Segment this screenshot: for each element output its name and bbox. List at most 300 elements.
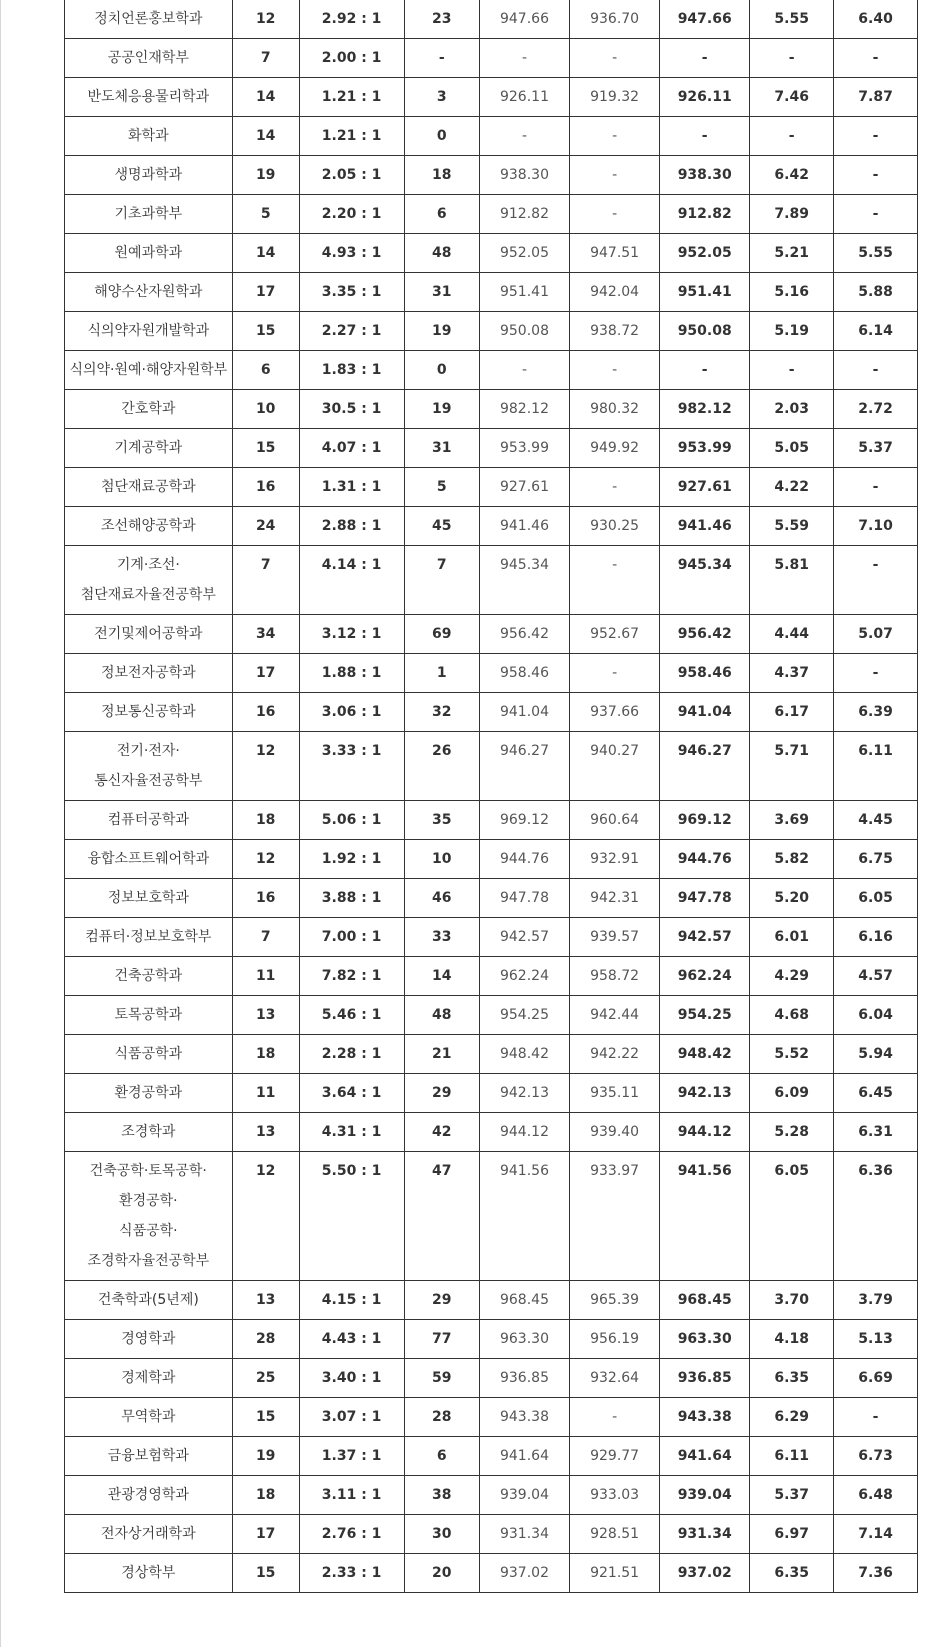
cell-score-low: 956.19 [570, 1320, 660, 1359]
cell-score-converted: 948.42 [660, 1035, 750, 1074]
cell-score-high: 936.85 [479, 1359, 569, 1398]
cell-competition-ratio: 4.14 : 1 [299, 546, 404, 615]
cell-reserve-rank: 77 [404, 1320, 479, 1359]
cell-grade-avg: 7.46 [750, 78, 834, 117]
cell-competition-ratio: 2.88 : 1 [299, 507, 404, 546]
cell-score-converted: 945.34 [660, 546, 750, 615]
table-row [65, 1035, 918, 1074]
cell-quota: 5 [232, 195, 299, 234]
cell-score-high: 941.04 [479, 693, 569, 732]
cell-grade-cut: 4.45 [834, 801, 918, 840]
cell-department: 공공인재학부 [65, 39, 233, 78]
cell-quota: 19 [232, 1437, 299, 1476]
cell-quota: 12 [232, 732, 299, 801]
cell-quota: 12 [232, 840, 299, 879]
cell-quota: 16 [232, 693, 299, 732]
cell-competition-ratio: 3.12 : 1 [299, 615, 404, 654]
cell-quota: 11 [232, 957, 299, 996]
cell-department: 생명과학과 [65, 156, 233, 195]
cell-grade-avg: 5.52 [750, 1035, 834, 1074]
cell-competition-ratio: 4.43 : 1 [299, 1320, 404, 1359]
cell-quota: 15 [232, 429, 299, 468]
cell-score-high: 950.08 [479, 312, 569, 351]
cell-grade-avg: 5.59 [750, 507, 834, 546]
cell-department: 정보보호학과 [65, 879, 233, 918]
cell-quota: 12 [232, 0, 299, 39]
cell-grade-avg: 4.18 [750, 1320, 834, 1359]
cell-grade-cut: 7.10 [834, 507, 918, 546]
cell-quota: 19 [232, 156, 299, 195]
cell-score-high: 944.76 [479, 840, 569, 879]
cell-score-converted: 947.66 [660, 0, 750, 39]
cell-grade-avg: 7.89 [750, 195, 834, 234]
table-row [65, 234, 918, 273]
cell-score-high: 941.46 [479, 507, 569, 546]
cell-competition-ratio: 1.21 : 1 [299, 117, 404, 156]
cell-grade-avg: 5.28 [750, 1113, 834, 1152]
cell-score-low: 938.72 [570, 312, 660, 351]
cell-competition-ratio: 3.06 : 1 [299, 693, 404, 732]
cell-grade-avg: 4.68 [750, 996, 834, 1035]
cell-grade-avg: 2.03 [750, 390, 834, 429]
table-row [65, 156, 918, 195]
cell-quota: 14 [232, 117, 299, 156]
cell-quota: 15 [232, 1398, 299, 1437]
cell-grade-cut: 2.72 [834, 390, 918, 429]
cell-score-converted: 941.64 [660, 1437, 750, 1476]
cell-score-converted: 963.30 [660, 1320, 750, 1359]
cell-grade-avg: 4.22 [750, 468, 834, 507]
cell-department: 식의약자원개발학과 [65, 312, 233, 351]
cell-score-high: 958.46 [479, 654, 569, 693]
cell-department: 컴퓨터공학과 [65, 801, 233, 840]
cell-score-low: 919.32 [570, 78, 660, 117]
cell-score-high: 942.57 [479, 918, 569, 957]
cell-score-high: 927.61 [479, 468, 569, 507]
table-row [65, 390, 918, 429]
cell-reserve-rank: 14 [404, 957, 479, 996]
cell-quota: 18 [232, 1035, 299, 1074]
cell-score-low: 933.03 [570, 1476, 660, 1515]
cell-score-high: - [479, 39, 569, 78]
cell-department: 정보통신공학과 [65, 693, 233, 732]
table-row [65, 351, 918, 390]
cell-score-converted: 956.42 [660, 615, 750, 654]
cell-score-high: 912.82 [479, 195, 569, 234]
cell-score-low: 937.66 [570, 693, 660, 732]
cell-reserve-rank: 33 [404, 918, 479, 957]
cell-grade-cut: 7.87 [834, 78, 918, 117]
cell-score-low: - [570, 1398, 660, 1437]
cell-grade-avg: 5.71 [750, 732, 834, 801]
cell-score-converted: 941.56 [660, 1152, 750, 1281]
cell-competition-ratio: 2.05 : 1 [299, 156, 404, 195]
table-row [65, 1515, 918, 1554]
cell-grade-cut: 5.07 [834, 615, 918, 654]
cell-grade-avg: 4.29 [750, 957, 834, 996]
cell-quota: 18 [232, 801, 299, 840]
table-row [65, 117, 918, 156]
cell-score-low: 936.70 [570, 0, 660, 39]
cell-reserve-rank: 3 [404, 78, 479, 117]
cell-department: 건축학과(5년제) [65, 1281, 233, 1320]
cell-quota: 15 [232, 312, 299, 351]
cell-grade-avg: - [750, 117, 834, 156]
cell-grade-avg: 3.70 [750, 1281, 834, 1320]
cell-score-low: 940.27 [570, 732, 660, 801]
table-row [65, 1281, 918, 1320]
cell-department: 기계공학과 [65, 429, 233, 468]
cell-score-low: 942.04 [570, 273, 660, 312]
cell-reserve-rank: 7 [404, 546, 479, 615]
cell-grade-cut: 3.79 [834, 1281, 918, 1320]
cell-department: 전자상거래학과 [65, 1515, 233, 1554]
cell-reserve-rank: 31 [404, 273, 479, 312]
cell-grade-cut: 5.13 [834, 1320, 918, 1359]
cell-reserve-rank: 0 [404, 351, 479, 390]
cell-score-low: 930.25 [570, 507, 660, 546]
cell-grade-avg: 3.69 [750, 801, 834, 840]
cell-department: 무역학과 [65, 1398, 233, 1437]
cell-competition-ratio: 1.31 : 1 [299, 468, 404, 507]
cell-score-high: 962.24 [479, 957, 569, 996]
cell-grade-cut: 5.94 [834, 1035, 918, 1074]
cell-score-converted: 937.02 [660, 1554, 750, 1593]
cell-quota: 7 [232, 39, 299, 78]
cell-department: 조경학과 [65, 1113, 233, 1152]
cell-score-high: - [479, 351, 569, 390]
cell-grade-avg: 4.37 [750, 654, 834, 693]
table-body [65, 0, 918, 1593]
cell-competition-ratio: 1.83 : 1 [299, 351, 404, 390]
table-row [65, 429, 918, 468]
cell-grade-cut: - [834, 39, 918, 78]
table-row [65, 840, 918, 879]
cell-reserve-rank: 38 [404, 1476, 479, 1515]
cell-score-high: 963.30 [479, 1320, 569, 1359]
table-row [65, 1398, 918, 1437]
table-row [65, 0, 918, 39]
cell-grade-avg: 5.20 [750, 879, 834, 918]
cell-score-high: 968.45 [479, 1281, 569, 1320]
cell-grade-cut: - [834, 117, 918, 156]
cell-department: 관광경영학과 [65, 1476, 233, 1515]
cell-reserve-rank: 28 [404, 1398, 479, 1437]
cell-competition-ratio: 1.88 : 1 [299, 654, 404, 693]
cell-score-converted: - [660, 351, 750, 390]
cell-grade-avg: 6.35 [750, 1359, 834, 1398]
cell-score-high: 942.13 [479, 1074, 569, 1113]
cell-department: 원예과학과 [65, 234, 233, 273]
cell-reserve-rank: 48 [404, 996, 479, 1035]
cell-score-converted: - [660, 39, 750, 78]
cell-grade-avg: 6.29 [750, 1398, 834, 1437]
cell-department: 건축공학과 [65, 957, 233, 996]
cell-grade-cut: 6.11 [834, 732, 918, 801]
cell-grade-cut: 6.48 [834, 1476, 918, 1515]
cell-quota: 34 [232, 615, 299, 654]
cell-competition-ratio: 2.28 : 1 [299, 1035, 404, 1074]
cell-score-low: 942.31 [570, 879, 660, 918]
cell-quota: 10 [232, 390, 299, 429]
cell-competition-ratio: 3.88 : 1 [299, 879, 404, 918]
cell-grade-cut: 6.36 [834, 1152, 918, 1281]
cell-score-converted: 952.05 [660, 234, 750, 273]
cell-score-converted: 943.38 [660, 1398, 750, 1437]
cell-competition-ratio: 3.64 : 1 [299, 1074, 404, 1113]
cell-competition-ratio: 7.82 : 1 [299, 957, 404, 996]
cell-score-low: 939.40 [570, 1113, 660, 1152]
cell-grade-cut: 6.16 [834, 918, 918, 957]
cell-quota: 13 [232, 1113, 299, 1152]
cell-score-converted: 944.76 [660, 840, 750, 879]
table-row [65, 693, 918, 732]
cell-department: 컴퓨터·정보보호학부 [65, 918, 233, 957]
cell-grade-cut: 6.39 [834, 693, 918, 732]
cell-grade-cut: 7.14 [834, 1515, 918, 1554]
cell-score-high: 946.27 [479, 732, 569, 801]
cell-score-converted: 941.04 [660, 693, 750, 732]
cell-grade-avg: 5.16 [750, 273, 834, 312]
cell-score-converted: 936.85 [660, 1359, 750, 1398]
cell-department: 첨단재료공학과 [65, 468, 233, 507]
cell-reserve-rank: 32 [404, 693, 479, 732]
cell-grade-cut: - [834, 654, 918, 693]
cell-quota: 17 [232, 654, 299, 693]
cell-grade-avg: 6.11 [750, 1437, 834, 1476]
cell-department: 식의약·원예·해양자원학부 [65, 351, 233, 390]
cell-score-high: 944.12 [479, 1113, 569, 1152]
cell-reserve-rank: 30 [404, 1515, 479, 1554]
cell-score-high: 953.99 [479, 429, 569, 468]
cell-department: 전기및제어공학과 [65, 615, 233, 654]
cell-score-low: 939.57 [570, 918, 660, 957]
cell-competition-ratio: 4.31 : 1 [299, 1113, 404, 1152]
cell-score-low: 960.64 [570, 801, 660, 840]
cell-grade-cut: 6.05 [834, 879, 918, 918]
cell-grade-avg: 5.81 [750, 546, 834, 615]
cell-score-low: 932.64 [570, 1359, 660, 1398]
cell-score-converted: 969.12 [660, 801, 750, 840]
cell-score-low: 932.91 [570, 840, 660, 879]
cell-score-high: 931.34 [479, 1515, 569, 1554]
cell-department: 금융보험학과 [65, 1437, 233, 1476]
cell-score-high: - [479, 117, 569, 156]
cell-competition-ratio: 5.06 : 1 [299, 801, 404, 840]
table-row [65, 996, 918, 1035]
table-row [65, 957, 918, 996]
cell-competition-ratio: 1.37 : 1 [299, 1437, 404, 1476]
cell-reserve-rank: 5 [404, 468, 479, 507]
cell-score-converted: 962.24 [660, 957, 750, 996]
cell-grade-cut: 5.37 [834, 429, 918, 468]
cell-score-high: 937.02 [479, 1554, 569, 1593]
cell-reserve-rank: 46 [404, 879, 479, 918]
cell-grade-cut: - [834, 468, 918, 507]
cell-grade-avg: - [750, 351, 834, 390]
cell-quota: 16 [232, 468, 299, 507]
table-row [65, 615, 918, 654]
cell-reserve-rank: 48 [404, 234, 479, 273]
cell-reserve-rank: 6 [404, 1437, 479, 1476]
table-row [65, 1359, 918, 1398]
cell-competition-ratio: 5.46 : 1 [299, 996, 404, 1035]
cell-quota: 12 [232, 1152, 299, 1281]
cell-score-low: 947.51 [570, 234, 660, 273]
cell-reserve-rank: 20 [404, 1554, 479, 1593]
cell-reserve-rank: 10 [404, 840, 479, 879]
cell-department: 전기·전자·통신자율전공학부 [65, 732, 233, 801]
cell-reserve-rank: 26 [404, 732, 479, 801]
cell-score-low: - [570, 546, 660, 615]
cell-grade-avg: 6.09 [750, 1074, 834, 1113]
cell-quota: 17 [232, 273, 299, 312]
cell-score-converted: 958.46 [660, 654, 750, 693]
cell-reserve-rank: 29 [404, 1281, 479, 1320]
cell-quota: 7 [232, 918, 299, 957]
table-row [65, 39, 918, 78]
cell-department: 토목공학과 [65, 996, 233, 1035]
cell-competition-ratio: 7.00 : 1 [299, 918, 404, 957]
cell-quota: 7 [232, 546, 299, 615]
cell-reserve-rank: 47 [404, 1152, 479, 1281]
cell-department: 간호학과 [65, 390, 233, 429]
cell-grade-avg: 5.82 [750, 840, 834, 879]
cell-competition-ratio: 1.92 : 1 [299, 840, 404, 879]
cell-grade-cut: - [834, 156, 918, 195]
cell-score-low: 929.77 [570, 1437, 660, 1476]
cell-score-low: 952.67 [570, 615, 660, 654]
cell-department: 정보전자공학과 [65, 654, 233, 693]
cell-grade-cut: - [834, 195, 918, 234]
cell-competition-ratio: 3.33 : 1 [299, 732, 404, 801]
cell-reserve-rank: 29 [404, 1074, 479, 1113]
cell-quota: 6 [232, 351, 299, 390]
cell-score-low: 949.92 [570, 429, 660, 468]
cell-grade-avg: 5.19 [750, 312, 834, 351]
table-row [65, 546, 918, 615]
cell-score-low: 958.72 [570, 957, 660, 996]
cell-grade-avg: 5.21 [750, 234, 834, 273]
cell-competition-ratio: 1.21 : 1 [299, 78, 404, 117]
cell-score-low: 928.51 [570, 1515, 660, 1554]
cell-reserve-rank: - [404, 39, 479, 78]
cell-reserve-rank: 23 [404, 0, 479, 39]
cell-grade-cut: 6.69 [834, 1359, 918, 1398]
cell-score-converted: 950.08 [660, 312, 750, 351]
cell-competition-ratio: 5.50 : 1 [299, 1152, 404, 1281]
cell-score-low: 965.39 [570, 1281, 660, 1320]
cell-grade-avg: 6.42 [750, 156, 834, 195]
cell-grade-avg: 6.35 [750, 1554, 834, 1593]
cell-competition-ratio: 3.35 : 1 [299, 273, 404, 312]
table-row [65, 654, 918, 693]
cell-quota: 13 [232, 1281, 299, 1320]
cell-grade-avg: 5.55 [750, 0, 834, 39]
cell-score-high: 941.56 [479, 1152, 569, 1281]
cell-score-high: 956.42 [479, 615, 569, 654]
cell-score-converted: 927.61 [660, 468, 750, 507]
cell-department: 기계·조선·첨단재료자율전공학부 [65, 546, 233, 615]
cell-department: 정치언론홍보학과 [65, 0, 233, 39]
cell-score-high: 982.12 [479, 390, 569, 429]
cell-score-high: 938.30 [479, 156, 569, 195]
cell-grade-cut: - [834, 1398, 918, 1437]
cell-grade-cut: 6.31 [834, 1113, 918, 1152]
cell-quota: 11 [232, 1074, 299, 1113]
cell-score-high: 954.25 [479, 996, 569, 1035]
cell-department: 환경공학과 [65, 1074, 233, 1113]
cell-department: 기초과학부 [65, 195, 233, 234]
cell-score-converted: 951.41 [660, 273, 750, 312]
cell-grade-avg: 4.44 [750, 615, 834, 654]
cell-score-low: 942.44 [570, 996, 660, 1035]
cell-reserve-rank: 21 [404, 1035, 479, 1074]
cell-competition-ratio: 2.27 : 1 [299, 312, 404, 351]
cell-grade-avg: 5.37 [750, 1476, 834, 1515]
cell-reserve-rank: 19 [404, 390, 479, 429]
cell-grade-cut: 5.55 [834, 234, 918, 273]
cell-reserve-rank: 0 [404, 117, 479, 156]
cell-reserve-rank: 45 [404, 507, 479, 546]
cell-score-converted: - [660, 117, 750, 156]
cell-grade-cut: 6.45 [834, 1074, 918, 1113]
cell-grade-avg: 6.05 [750, 1152, 834, 1281]
cell-score-converted: 939.04 [660, 1476, 750, 1515]
table-row [65, 801, 918, 840]
cell-score-low: 980.32 [570, 390, 660, 429]
cell-competition-ratio: 2.92 : 1 [299, 0, 404, 39]
cell-score-converted: 912.82 [660, 195, 750, 234]
cell-score-converted: 954.25 [660, 996, 750, 1035]
cell-reserve-rank: 42 [404, 1113, 479, 1152]
cell-score-low: - [570, 351, 660, 390]
cell-score-low: - [570, 654, 660, 693]
cell-grade-cut: 6.40 [834, 0, 918, 39]
department-name-line: 식품공학·조경학자율전공학부 [87, 1223, 210, 1269]
cell-reserve-rank: 1 [404, 654, 479, 693]
cell-grade-avg: 6.97 [750, 1515, 834, 1554]
table-row [65, 732, 918, 801]
table-row [65, 78, 918, 117]
cell-score-high: 952.05 [479, 234, 569, 273]
cell-quota: 28 [232, 1320, 299, 1359]
table-row [65, 312, 918, 351]
cell-score-converted: 941.46 [660, 507, 750, 546]
cell-score-high: 926.11 [479, 78, 569, 117]
cell-competition-ratio: 3.07 : 1 [299, 1398, 404, 1437]
cell-department: 해양수산자원학과 [65, 273, 233, 312]
table-row [65, 195, 918, 234]
cell-quota: 16 [232, 879, 299, 918]
cell-department: 반도체응용물리학과 [65, 78, 233, 117]
cell-competition-ratio: 3.11 : 1 [299, 1476, 404, 1515]
cell-competition-ratio: 2.20 : 1 [299, 195, 404, 234]
cell-score-converted: 953.99 [660, 429, 750, 468]
cell-score-converted: 942.57 [660, 918, 750, 957]
cell-score-low: - [570, 195, 660, 234]
cell-score-converted: 942.13 [660, 1074, 750, 1113]
cell-score-high: 939.04 [479, 1476, 569, 1515]
cell-score-high: 941.64 [479, 1437, 569, 1476]
cell-score-high: 945.34 [479, 546, 569, 615]
cell-grade-cut: 5.88 [834, 273, 918, 312]
cell-quota: 14 [232, 78, 299, 117]
cell-score-low: 933.97 [570, 1152, 660, 1281]
cell-score-high: 943.38 [479, 1398, 569, 1437]
cell-score-low: 942.22 [570, 1035, 660, 1074]
cell-grade-cut: 7.36 [834, 1554, 918, 1593]
